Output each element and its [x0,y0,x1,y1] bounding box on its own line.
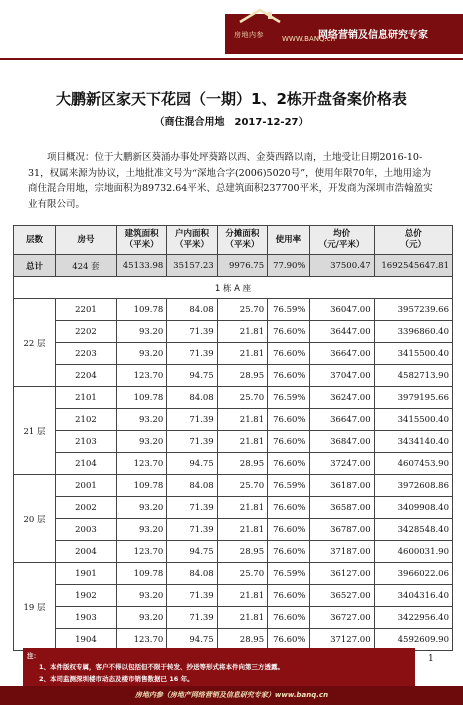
room-number: 2001 [56,475,117,497]
room-number: 1904 [56,629,117,651]
inner-area: 84.08 [167,299,217,321]
inner-area: 94.75 [167,453,217,475]
shared-area: 21.81 [217,409,267,431]
build-area: 109.78 [116,563,166,585]
page-header [0,0,463,60]
usage-rate: 76.60% [268,409,309,431]
inner-area: 94.75 [167,365,217,387]
total-total-price: 1692545647.81 [374,255,452,277]
usage-rate: 76.60% [268,343,309,365]
usage-rate: 76.60% [268,365,309,387]
table-row [14,519,453,541]
build-area: 93.20 [116,519,166,541]
table-row [14,431,453,453]
room-number: 1901 [56,563,117,585]
price-table [13,225,453,651]
inner-area: 84.08 [167,563,217,585]
build-area: 93.20 [116,607,166,629]
floor-label: 21 层 [14,387,56,475]
inner-area: 84.08 [167,387,217,409]
floor-label: 20 层 [14,475,56,563]
room-number: 2002 [56,497,117,519]
total-price: 4582713.90 [374,365,452,387]
build-area: 109.78 [116,387,166,409]
usage-rate: 76.60% [268,607,309,629]
footer-bar [0,686,463,705]
shared-area: 28.95 [217,453,267,475]
unit-price: 36727.00 [309,607,374,629]
room-number: 2102 [56,409,117,431]
room-number: 2004 [56,541,117,563]
unit-price: 37127.00 [309,629,374,651]
unit-price: 36187.00 [309,475,374,497]
shared-area: 21.81 [217,607,267,629]
build-area: 93.20 [116,497,166,519]
usage-rate: 76.60% [268,497,309,519]
shared-area: 28.95 [217,365,267,387]
unit-price: 36447.00 [309,321,374,343]
shared-area: 28.95 [217,541,267,563]
total-price: 3434140.40 [374,431,452,453]
total-build-area: 45133.98 [116,255,166,277]
inner-area: 71.39 [167,519,217,541]
inner-area: 71.39 [167,607,217,629]
unit-price: 36847.00 [309,431,374,453]
table-row [14,387,453,409]
table-row [14,321,453,343]
room-number: 2003 [56,519,117,541]
build-area: 93.20 [116,321,166,343]
total-price: 4600031.90 [374,541,452,563]
section-row [14,277,453,299]
total-label: 总计 [14,255,56,277]
header-rate: 使用率 [268,226,309,255]
build-area: 123.70 [116,365,166,387]
build-area: 93.20 [116,343,166,365]
unit-price: 36247.00 [309,387,374,409]
total-price: 4607453.90 [374,453,452,475]
build-area: 93.20 [116,409,166,431]
shared-area: 21.81 [217,519,267,541]
inner-area: 94.75 [167,629,217,651]
table-row [14,585,453,607]
total-price: 3409908.40 [374,497,452,519]
table-row [14,409,453,431]
floor-label: 19 层 [14,563,56,651]
page-number: 1 [428,654,434,664]
footer-brand: 房地内参（房地产网络营销及信息研究专家）www.banq.cn [134,691,329,699]
usage-rate: 76.59% [268,299,309,321]
shared-area: 25.70 [217,475,267,497]
total-price: 3972608.86 [374,475,452,497]
inner-area: 94.75 [167,541,217,563]
shared-area: 25.70 [217,387,267,409]
table-row [14,563,453,585]
table-row [14,497,453,519]
footer-notes [23,648,415,686]
inner-area: 71.39 [167,409,217,431]
total-price: 3422956.40 [374,607,452,629]
shared-area: 28.95 [217,629,267,651]
total-rooms: 424 套 [56,255,117,277]
inner-area: 84.08 [167,475,217,497]
table-row [14,607,453,629]
room-number: 2104 [56,453,117,475]
usage-rate: 76.60% [268,629,309,651]
room-number: 2103 [56,431,117,453]
usage-rate: 76.59% [268,387,309,409]
section-label: 1 栋 A 座 [14,277,453,299]
table-row [14,365,453,387]
usage-rate: 76.60% [268,519,309,541]
room-number: 2202 [56,321,117,343]
total-inner-area: 35157.23 [167,255,217,277]
document-title: 大鹏新区家天下花园（一期）1、2栋开盘备案价格表 [56,90,407,108]
table-row [14,343,453,365]
room-number: 2201 [56,299,117,321]
shared-area: 25.70 [217,299,267,321]
unit-price: 37047.00 [309,365,374,387]
room-number: 1902 [56,585,117,607]
total-unit-price: 37500.47 [309,255,374,277]
total-shared-area: 9976.75 [217,255,267,277]
room-number: 2101 [56,387,117,409]
usage-rate: 76.60% [268,431,309,453]
inner-area: 71.39 [167,497,217,519]
total-row [14,255,453,277]
shared-area: 21.81 [217,585,267,607]
total-price: 3428548.40 [374,519,452,541]
logo-text: 房地内参 [234,31,264,39]
unit-price: 36647.00 [309,343,374,365]
total-price: 3404316.40 [374,585,452,607]
shared-area: 21.81 [217,497,267,519]
footer-note-1: 1、本件版权专属，客户不得以包括但不限于转发、抄送等形式将本件向第三方透露。 [39,663,285,671]
header-floor: 层数 [14,226,56,255]
shared-area: 25.70 [217,563,267,585]
usage-rate: 76.59% [268,475,309,497]
room-number: 2204 [56,365,117,387]
header-unit-price: 均价 （元/平米） [309,226,374,255]
build-area: 123.70 [116,541,166,563]
inner-area: 71.39 [167,585,217,607]
shared-area: 21.81 [217,431,267,453]
unit-price: 36527.00 [309,585,374,607]
header-build-area: 建筑面积 （平米） [116,226,166,255]
header-total-price: 总价 （元） [374,226,452,255]
build-area: 93.20 [116,585,166,607]
inner-area: 71.39 [167,343,217,365]
total-price: 3415500.40 [374,343,452,365]
footer-note-2: 2、本司监测深圳楼市动态及楼市销售数据已 16 年。 [39,675,194,683]
build-area: 123.70 [116,453,166,475]
header-shared-area: 分摊面积 （平米） [217,226,267,255]
floor-label: 22 层 [14,299,56,387]
usage-rate: 76.60% [268,453,309,475]
table-row [14,299,453,321]
build-area: 123.70 [116,629,166,651]
usage-rate: 76.60% [268,585,309,607]
table-row [14,541,453,563]
shared-area: 21.81 [217,343,267,365]
table-header-row [14,226,453,255]
total-price: 3957239.66 [374,299,452,321]
unit-price: 37247.00 [309,453,374,475]
usage-rate: 76.60% [268,541,309,563]
build-area: 109.78 [116,299,166,321]
document-subtitle: （商住混合用地 2017-12-27） [154,117,309,128]
project-overview: 项目概况：位于大鹏新区葵涌办事处坪葵路以西、金葵西路以南，土地受让日期2016-10-31，权属来源为协议，土地批准文号为“深地合字(2006)5020号”，使用年限70年，土地用途为商住混合用地，宗地面积为89732.64平米、总建筑面积237700平米，开发商为深圳市浩翰盈实业有限公司。 [28,152,433,210]
header-room: 房号 [56,226,117,255]
total-price: 3415500.40 [374,409,452,431]
inner-area: 71.39 [167,321,217,343]
build-area: 93.20 [116,431,166,453]
inner-area: 71.39 [167,431,217,453]
build-area: 109.78 [116,475,166,497]
table-row [14,453,453,475]
unit-price: 36047.00 [309,299,374,321]
table-row [14,475,453,497]
usage-rate: 76.59% [268,563,309,585]
total-price: 4592609.90 [374,629,452,651]
total-price: 3396860.40 [374,321,452,343]
header-divider [0,58,463,60]
unit-price: 36127.00 [309,563,374,585]
footer-notes-label: 注： [27,652,40,660]
room-number: 2203 [56,343,117,365]
header-title: 网络营销及信息研究专家 [318,30,428,41]
total-price: 3979195.66 [374,387,452,409]
unit-price: 36587.00 [309,497,374,519]
total-price: 3966022.06 [374,563,452,585]
shared-area: 21.81 [217,321,267,343]
total-rate: 77.90% [268,255,309,277]
unit-price: 36647.00 [309,409,374,431]
header-inner-area: 户内面积 （平米） [167,226,217,255]
logo-site: WWW.BANQ.cn [282,35,336,43]
unit-price: 37187.00 [309,541,374,563]
usage-rate: 76.60% [268,321,309,343]
room-number: 1903 [56,607,117,629]
unit-price: 36787.00 [309,519,374,541]
